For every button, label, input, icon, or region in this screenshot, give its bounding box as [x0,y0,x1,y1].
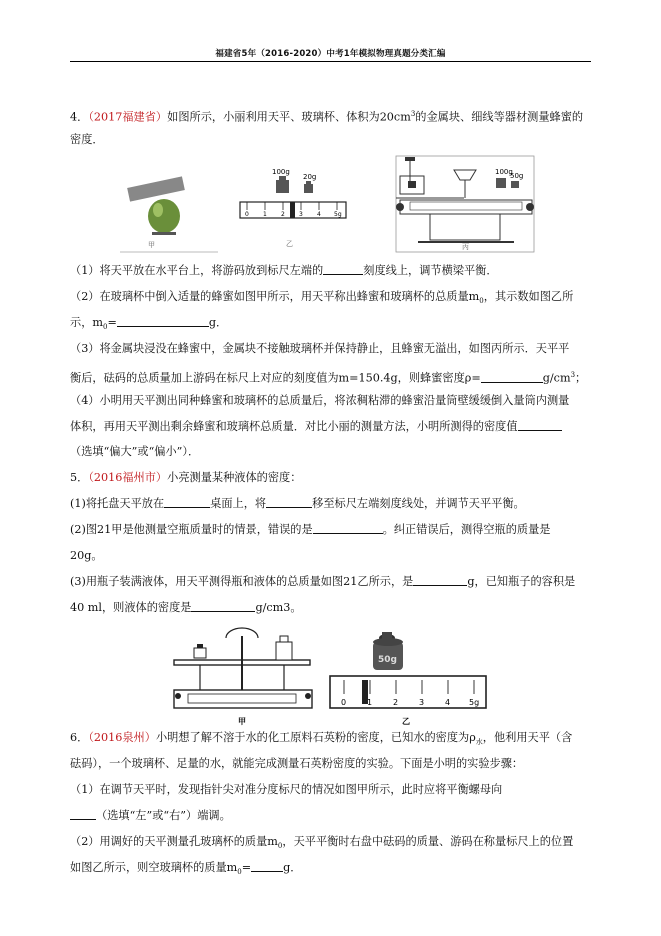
q4-figure [118,154,540,254]
q5-step1 [70,496,525,512]
q6-source: （2016泉州） [88,731,156,744]
header-rule [70,61,591,62]
q4-p2-eq: = [107,316,117,329]
q4-p3-sup: 3 [570,371,576,379]
q5-s3-unit: g/cm3。 [255,601,302,614]
q5-s1-blank2[interactable] [266,496,312,508]
q4-fig-bing-balance [396,156,534,252]
q5-s3-text2: g，已知瓶子的容积是 [467,575,576,588]
q6-number: 6． [70,731,89,744]
q5-s3-blank2[interactable] [191,600,255,612]
q4-p4-blank[interactable] [518,419,562,431]
q4-stem-text2: 的金属块、细线等器材测量蜂蜜的 [415,110,584,124]
q4-p3-unit: g/cm [542,371,571,385]
q6-s2-eq: = [241,861,252,874]
q4-p2-text: （2）在玻璃杯中倒入适量的蜂蜜如图甲所示，用天平称出蜂蜜和玻璃杯的总质量m [70,290,480,303]
q5-s1-text2: 桌面上，将 [210,497,267,510]
q4-p2-unit: g． [208,316,228,329]
q5-number: 5． [70,471,89,484]
q5-step2-line2: 20g。 [70,549,103,562]
q4-part2-line2 [70,315,227,335]
q5-source: （2016福州市） [88,471,168,484]
q6-step2-line1 [70,834,573,854]
q4-part4-line1: （4）小明用天平测出同种蜂蜜和玻璃杯的总质量后，将浓稠粘滞的蜂蜜沿量筒壁缓缓倒入量筒内测量 [70,394,570,407]
q4-p4-text: 体积，再用天平测出剩余蜂蜜和玻璃杯总质量．对比小丽的测量方法，小明所测得的密度值 [70,420,518,433]
q5-scale-5g: 5g [469,698,480,707]
q4-stem-line2: 密度． [70,133,104,146]
q5-scale-4: 4 [445,698,451,707]
q4-p3-end: ； [575,371,587,385]
q4-p2-text2: ，其示数如图乙所 [483,290,574,303]
q6-s2-text3: 如图乙所示，则空玻璃杯的质量m [70,861,238,874]
q5-s2-text: (2)图21甲是他测量空瓶质量时的情景，错误的是 [70,523,313,536]
q4-part4-line3: （选填“偏大”或“偏小”）． [70,445,200,458]
q5-weight-label: 50g [378,655,397,665]
q6-stem-sub: 水 [475,738,483,747]
q4-fig-yi-scale [240,202,346,218]
q4-scale-3: 3 [299,211,303,218]
q4-part4-line2 [70,419,562,435]
q6-s2-text: （2）用调好的天平测量孔玻璃杯的质量m [70,835,278,848]
q6-step2-line2 [70,860,301,880]
q5-stem [70,470,301,486]
q5-step3-line2 [70,600,302,616]
q5-cap-yi: 乙 [402,717,410,726]
q5-scale-0: 0 [341,698,347,707]
q5-s1-text: (1)将托盘天平放在 [70,497,165,510]
q6-s2-blank[interactable] [251,860,283,872]
q5-fig-jia-balance [174,628,312,708]
q4-p2-blank[interactable] [117,315,209,327]
q6-s2-sub2: 0 [237,868,242,877]
q4-source: （2017福建省） [88,110,168,124]
q5-s2-text2: 。纠正错误后，测得空瓶的质量是 [382,523,551,536]
q5-s2-blank[interactable] [313,522,383,534]
q4-p1-text: （1）将天平放在水平台上，将游码放到标尺左端的 [70,264,324,277]
q5-scale-3: 3 [419,698,425,707]
q6-s2-sub: 0 [277,842,283,851]
q4-scale-0: 0 [245,211,249,218]
q5-cap-jia: 甲 [238,717,246,726]
q4-stem-sup: 3 [410,110,416,118]
q6-s2-unit: g． [283,861,302,874]
q6-s1-text: （选填“左”或“右”）端调。 [96,809,231,822]
q4-p1-text2: 刻度线上，调节横梁平衡． [363,264,498,277]
q4-cap-jia: 甲 [148,241,155,249]
q4-part2-line1 [70,289,573,309]
page-header: 福建省5年（2016-2020）中考1年模拟物理真题分类汇编 [215,49,446,59]
q4-part3-line1: （3）将金属块浸没在蜂蜜中，金属块不接触玻璃杯并保持静止，且蜂蜜无溢出，如图丙所示．天平平 [70,342,570,355]
q5-s1-text3: 移至标尺左端刻度线处，并调节天平平衡。 [312,497,525,510]
q4-weight-100g-b: 100g [495,168,513,176]
q5-scale-1: 1 [367,698,373,707]
q6-stem-text: 小明想了解不溶于水的化工原料石英粉的密度，已知水的密度为ρ [155,731,476,744]
q4-scale-1: 1 [263,211,267,218]
q4-number: 4． [70,110,89,124]
q5-figure [168,624,490,728]
q5-s3-blank1[interactable] [413,574,467,586]
q4-scale-5g: 5g [334,211,342,218]
q6-s2-text2: ，天平平衡时右盘中砝码的质量、游码在称量标尺上的位置 [282,835,574,848]
q6-step1-line1: （1）在调节天平时，发现指针尖对准分度标尺的情况如图甲所示，此时应将平衡螺母向 [70,783,503,796]
q4-p1-blank[interactable] [323,263,363,275]
q4-scale-4: 4 [317,211,321,218]
q4-cap-yi: 乙 [286,240,293,248]
q6-stem-text2: ，他利用天平（含 [482,731,573,744]
q4-stem-line1 [70,106,583,126]
q4-p2-sub: 0 [479,297,484,306]
q5-step2-line1 [70,522,550,538]
q4-stem-text: 如图所示，小丽利用天平、玻璃杯、体积为20cm [167,110,411,124]
q4-p3-blank[interactable] [481,371,543,383]
q4-scale-2: 2 [281,211,285,218]
q5-s1-blank1[interactable] [164,496,210,508]
q5-fig-yi-scale [330,676,486,708]
q6-step1-line2 [70,808,231,824]
q4-p3-text: 衡后，砝码的总质量加上游码在标尺上对应的刻度值为m=150.4g，则蜂蜜密度ρ= [70,371,481,385]
q6-stem-line2: 砝码），一个玻璃杯、足量的水，就能完成测量石英粉密度的实验。下面是小明的实验步骤： [70,757,524,770]
q6-stem-line1 [70,730,572,750]
q5-s3-text: (3)用瓶子装满液体，用天平测得瓶和液体的总质量如图21乙所示，是 [70,575,414,588]
q4-part3-line2 [70,367,586,387]
q6-s1-blank[interactable] [70,808,96,820]
q4-cap-bing: 丙 [462,243,469,251]
q4-p2-sub2: 0 [102,323,108,332]
q5-scale-2: 2 [393,698,399,707]
q4-weight-100g: 100g [272,168,290,176]
q4-fig-jia-jar [127,176,185,235]
q5-s3-text3: 40 ml，则液体的密度是 [70,601,192,614]
q4-weight-20g: 20g [303,173,317,181]
q5-stem-text: 小亮测量某种液体的密度： [167,471,302,484]
q4-weight-50g: 50g [510,172,524,180]
q4-p2-text3: 示，m [70,316,103,329]
q4-part1 [70,263,498,279]
q5-step3-line1 [70,574,575,590]
